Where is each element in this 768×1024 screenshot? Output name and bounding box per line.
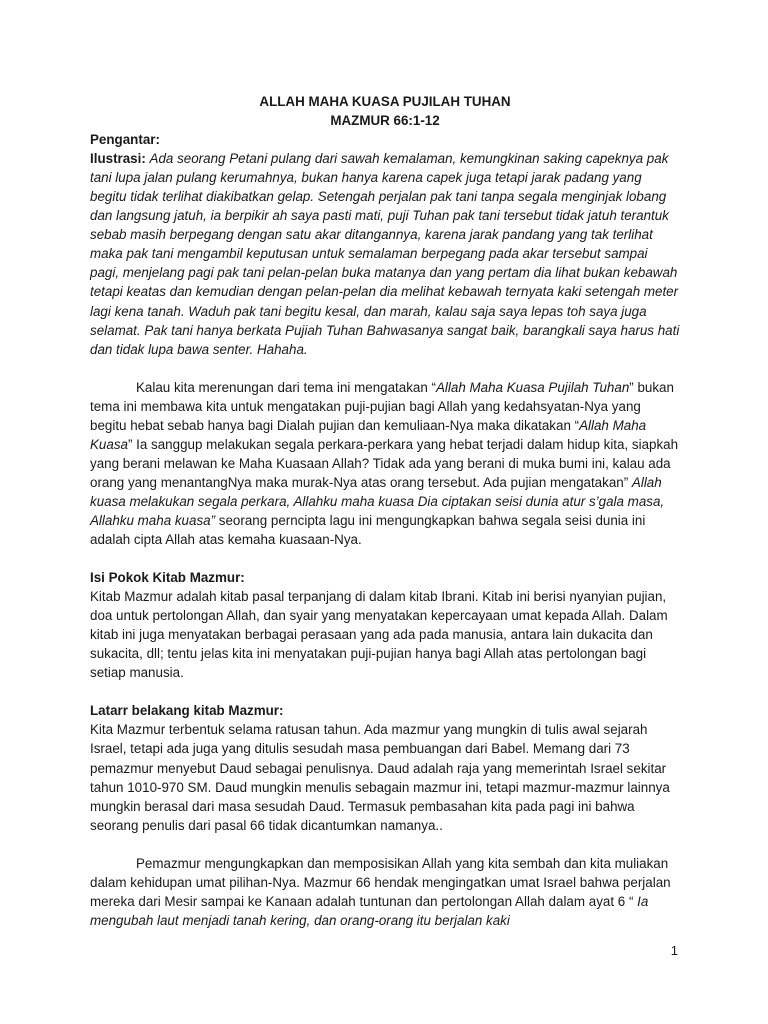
italic-run: Allah Maha Kuasa <box>90 417 647 452</box>
paragraph-gap <box>90 835 680 854</box>
section-content-paragraph: Kitab Mazmur adalah kitab pasal terpanjang di dalam kitab Ibrani. Kitab ini berisi nyanyian pujian, doa untuk pertolongan Allah, dan syair yang menyatakan kepercayaan umat kepada Allah. Dalam kitab ini juga menyatakan berbagai perasaan yang ada pada manusia, antara lain dukacita dan sukacita, dll; tentu jelas kita ini menyatakan puji-pujian hanya bagi Allah atas pertolongan bagi setiap manusia. <box>90 589 668 681</box>
document-subtitle: MAZMUR 66:1-12 <box>330 113 440 129</box>
illustration-paragraph <box>90 149 680 359</box>
italic-run: Allah Maha Kuasa Pujilah Tuhan <box>435 379 630 395</box>
reflection-paragraph <box>90 378 680 549</box>
document-title: ALLAH MAHA KUASA PUJILAH TUHAN <box>259 94 511 109</box>
paragraph-gap <box>90 682 680 701</box>
text-run: Kalau kita merenungan dari tema ini mengatakan “ <box>136 379 436 395</box>
section-heading-content: Isi Pokok Kitab Mazmur: <box>90 570 245 586</box>
intro-heading: Pengantar: <box>90 132 160 148</box>
text-run: ” Ia sanggup melakukan segala perkara-perkara yang hebat terjadi dalam hidup kita, siapkah yang berani melawan ke Maha Kuasaan Allah? Tidak ada yang berani di muka bumi ini, kalau ada orang yang menantangNya maka murak-Nya atas orang tersebut. Ada pujian mengatakan” <box>90 436 679 490</box>
page-number: 1 <box>670 943 678 958</box>
closing-paragraph <box>90 854 680 930</box>
text-run: Pemazmur mengungkapkan dan memposisikan Allah yang kita sembah dan kita muliakan dalam kehidupan umat pilihan-Nya. Mazmur 66 hendak mengingatkan umat Israel bahwa perjalan mereka dari Mesir sampai ke Kanaan adalah tuntunan dan pertolongan Allah dalam ayat 6 “ <box>90 855 671 909</box>
text-run: seorang perncipta lagu ini mengungkapkan bahwa segala seisi dunia ini adalah cipta Allah atas kemaha kuasaan-Nya. <box>90 512 646 548</box>
illustration-text: Ada seorang Petani pulang dari sawah kemalaman, kemungkinan saking capeknya pak tani lupa jalan pulang kerumahnya, bukan hanya karena capek juga tetapi jarak padang yang begitu tidak terlihat diakibatkan gelap. Setengah perjalan pak tani tanpa segala menginjak lobang dan langsung jatuh, ia berpikir ah saya pasti mati, puji Tuhan pak tani tersebut tidak jatuh terantuk sebab masih berpegang dengan satu akar ditangannya, karena jarak pandang yang tak terlihat maka pak tani mengambil keputusan untuk semalaman berpegang pada akar tersebut sampai pagi, menjelang pagi pak tani pelan-pelan buka matanya dan yang pertam dia lihat bukan kebawah tetapi keatas dan kemudian dengan pelan-pelan dia melihat kebawah ternyata kaki setengah meter lagi kena tanah. Waduh pak tani begitu kesal, dan marah, kalau saja saya lepas toh saya juga selamat. Pak tani hanya berkata Pujiah Tuhan Bahwasanya sangat baik, barangkali saya harus hati dan tidak lupa bawa senter. Hahaha. <box>90 151 680 357</box>
italic-run: Ia mengubah laut menjadi tanah kering, dan orang-orang itu berjalan kaki <box>90 893 649 928</box>
italic-run: Allah kuasa melakukan segala perkara, Allahku maha kuasa Dia ciptakan seisi dunia atur s’gala masa, Allahku maha kuasa” <box>90 474 665 528</box>
section-heading-background: Latarr belakang kitab Mazmur: <box>90 703 284 719</box>
paragraph-gap <box>90 549 680 568</box>
paragraph-gap <box>90 359 680 378</box>
document-page <box>90 92 680 930</box>
text-run: ” bukan tema ini membawa kita untuk mengatakan puji-pujian bagi Allah yang kedahsyatan-Nya yang begitu hebat sebab hanya bagi Dialah pujian dan kemuliaan-Nya maka dikatakan “ <box>90 379 674 433</box>
illustration-label: Ilustrasi: <box>90 151 146 167</box>
section-background-paragraph: Kita Mazmur terbentuk selama ratusan tahun. Ada mazmur yang mungkin di tulis awal sejarah Israel, tetapi ada juga yang ditulis sesudah masa pembuangan dari Babel. Memang dari 73 pemazmur menyebut Daud sebagai penulisnya. Daud adalah raja yang memerintah Israel sekitar tahun 1010-970 SM. Daud mungkin menulis sebagain mazmur ini, tetapi mazmur-mazmur lainnya mungkin berasal dari masa sesudah Daud. Termasuk pembasahan kita pada pagi ini bahwa seorang penulis dari pasal 66 tidak dicantumkan namanya.. <box>90 722 670 833</box>
